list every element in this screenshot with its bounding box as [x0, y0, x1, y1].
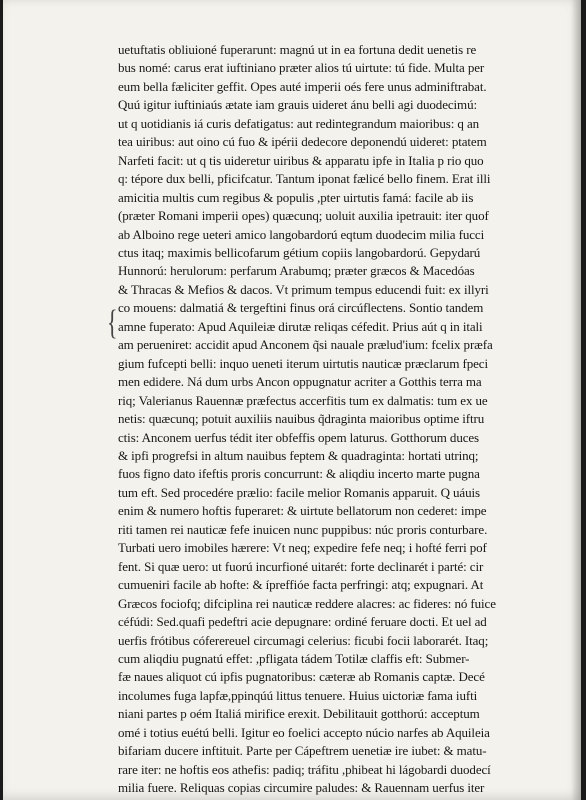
text-line: co mouens: dalmatiá & tergeftini finus orá circúflectens. Sontio tandem	[118, 300, 484, 316]
text-line: riq; Valerianus Rauennæ præfectus accerfitis tum ex dalmatis: tum ex ue	[118, 392, 488, 408]
text-line: cumueniri facile ab hofte: & ípreffióe facta perfringi: atq; expugnari. At	[118, 577, 484, 593]
text-line: rare iter: ne hoftis eos athefis: padiq; tráfitu ,phibeat hi lágobardi duodecí	[118, 761, 491, 777]
text-line: amicitia multis cum regibus & populis ,pter uirtutis famá: facile ab iis	[118, 189, 474, 205]
text-line: omé i totius euétú belli. Igitur eo foelici accepto núcio narfes ab Aquileia	[118, 724, 490, 740]
text-column	[118, 41, 538, 798]
text-line: gium fufcepti belli: inquo ueneti iterum uirtutis nauticæ præclarum fpeci	[118, 355, 488, 371]
margin-bracket-mark: {	[107, 302, 118, 343]
text-line: ctus itaq; maximis bellicofarum gétium copiis langobardorú. Gepydarú	[118, 244, 481, 260]
text-line: men edidere. Ná dum urbs Ancon oppugnatur acriter a Gotthis terra ma	[118, 374, 482, 390]
text-line: tea uiribus: aut oino cú fuo & ipérii dedecore deponendú uideret: ptatem	[118, 134, 487, 150]
text-line: Turbati uero imobiles hærere: Vt neq; expedire fefe neq; i hofté ferri pof	[118, 540, 487, 556]
text-line: milia fuere. Reliquas copias circumire paludes: & Rauennam uerfus iter	[118, 780, 485, 796]
text-line: netis: quæcunq; potuit auxiliis nauibus q̃draginta maioribus optime iftru	[118, 411, 485, 427]
text-line: incolumes fuga lapfæ,ppinqúú littus tenuere. Huius uictoriæ fama iufti	[118, 687, 478, 703]
text-line: eum bella fæliciter geffit. Opes auté imperii oés fere unus adminiftrabat.	[118, 78, 487, 94]
text-line: fuos figno dato ifeftis proris concurrunt: & aliqdiu incerto marte pugna	[118, 466, 480, 482]
text-line: Hunnorú: herulorum: perfarum Arabumq; præter græcos & Macedóas	[118, 263, 475, 279]
text-line: ab Alboino rege ueteri amico langobardorú eqtum duodecim milia fucci	[118, 226, 485, 242]
text-line: fæ naues aliquot cú ipfis pugnatoribus: cæteræ ab Romanis captæ. Decé	[118, 669, 485, 685]
book-page	[3, 0, 581, 800]
text-line: (præter Romani imperii opes) quæcunq; uoluit auxilia ipetrauit: iter quof	[118, 208, 489, 224]
text-line: am perueniret: accidit apud Anconem q̃si nauale prælud'ium: fcelix præfa	[118, 337, 493, 353]
text-line: uetuftatis obliuioné fuperarunt: magnú ut in ea fortuna dedit uenetis re	[118, 42, 477, 57]
page-edge-shadow	[571, 0, 581, 800]
text-line: ut q uotidianis iá curis defatigatus: aut redintegrandum maioribus: q an	[118, 115, 480, 131]
text-line: Quú igitur iuftiniaús ætate iam grauis uideret ánu belli agi duodecimú:	[118, 97, 477, 113]
text-line: uerfis frótibus cóferereuel circumagi celerius: ficubi focii laborarét. Itaq;	[118, 632, 489, 648]
text-line: niani partes p oém Italiá mirifice erexit. Debilitauit gotthorú: acceptum	[118, 706, 480, 722]
text-line: enim & numero hoftis fuperaret: & uirtute bellatorum non cederet: impe	[118, 503, 487, 519]
text-line: bus nomé: carus erat iuftiniano præter alios tú uirtute: tú fide. Multa per	[118, 60, 485, 76]
text-line: & ipfi progrefsi in altum nauibus feptem & quadraginta: hortati utrinq;	[118, 447, 479, 463]
text-line: q: tépore dux belli, pficifcatur. Tantum iponat fælicé bello finem. Erat illi	[118, 171, 491, 187]
text-line: fent. Si quæ uero: ut fuorú incurfioné uitarét: forte declinarét i parté: cir	[118, 558, 484, 574]
text-line: bifariam ducere inftituit. Parte per Cápeftrem uenetiæ ire iubet: & matu-	[118, 743, 487, 759]
text-line: céfúdi: Sed.quafi pedeftri acie depugnare: ordiné feruare docti. Et uel ad	[118, 614, 487, 630]
text-line: Græcos fociofq; difciplina rei nauticæ reddere alacres: ac fideres: nó fuice	[118, 595, 496, 611]
text-line: amne fuperato: Apud Aquileiæ dirutæ reliqas céfedit. Prius aút q in itali	[118, 318, 483, 334]
text-line: cum aliqdiu pugnatú effet: ,pfligata tádem Totilæ claffis eft: Submer-	[118, 650, 470, 666]
text-line: tum eft. Sed procedére prælio: facile melior Romanis apparuit. Q uáuis	[118, 484, 480, 500]
text-line: & Thracas & Mefios & dacos. Vt primum tempus educendi fuit: ex illyri	[118, 281, 489, 297]
text-line: riti tamen rei nauticæ fefe inuicen nunc puppibus: núc proris conturbare.	[118, 521, 488, 537]
text-line: Narfeti facit: ut q tis uideretur uiribus & apparatu ipfe in Italia p rio quo	[118, 152, 484, 168]
text-line: ctis: Anconem uerfus tédit iter obfeffis opem laturus. Gotthorum duces	[118, 429, 480, 445]
